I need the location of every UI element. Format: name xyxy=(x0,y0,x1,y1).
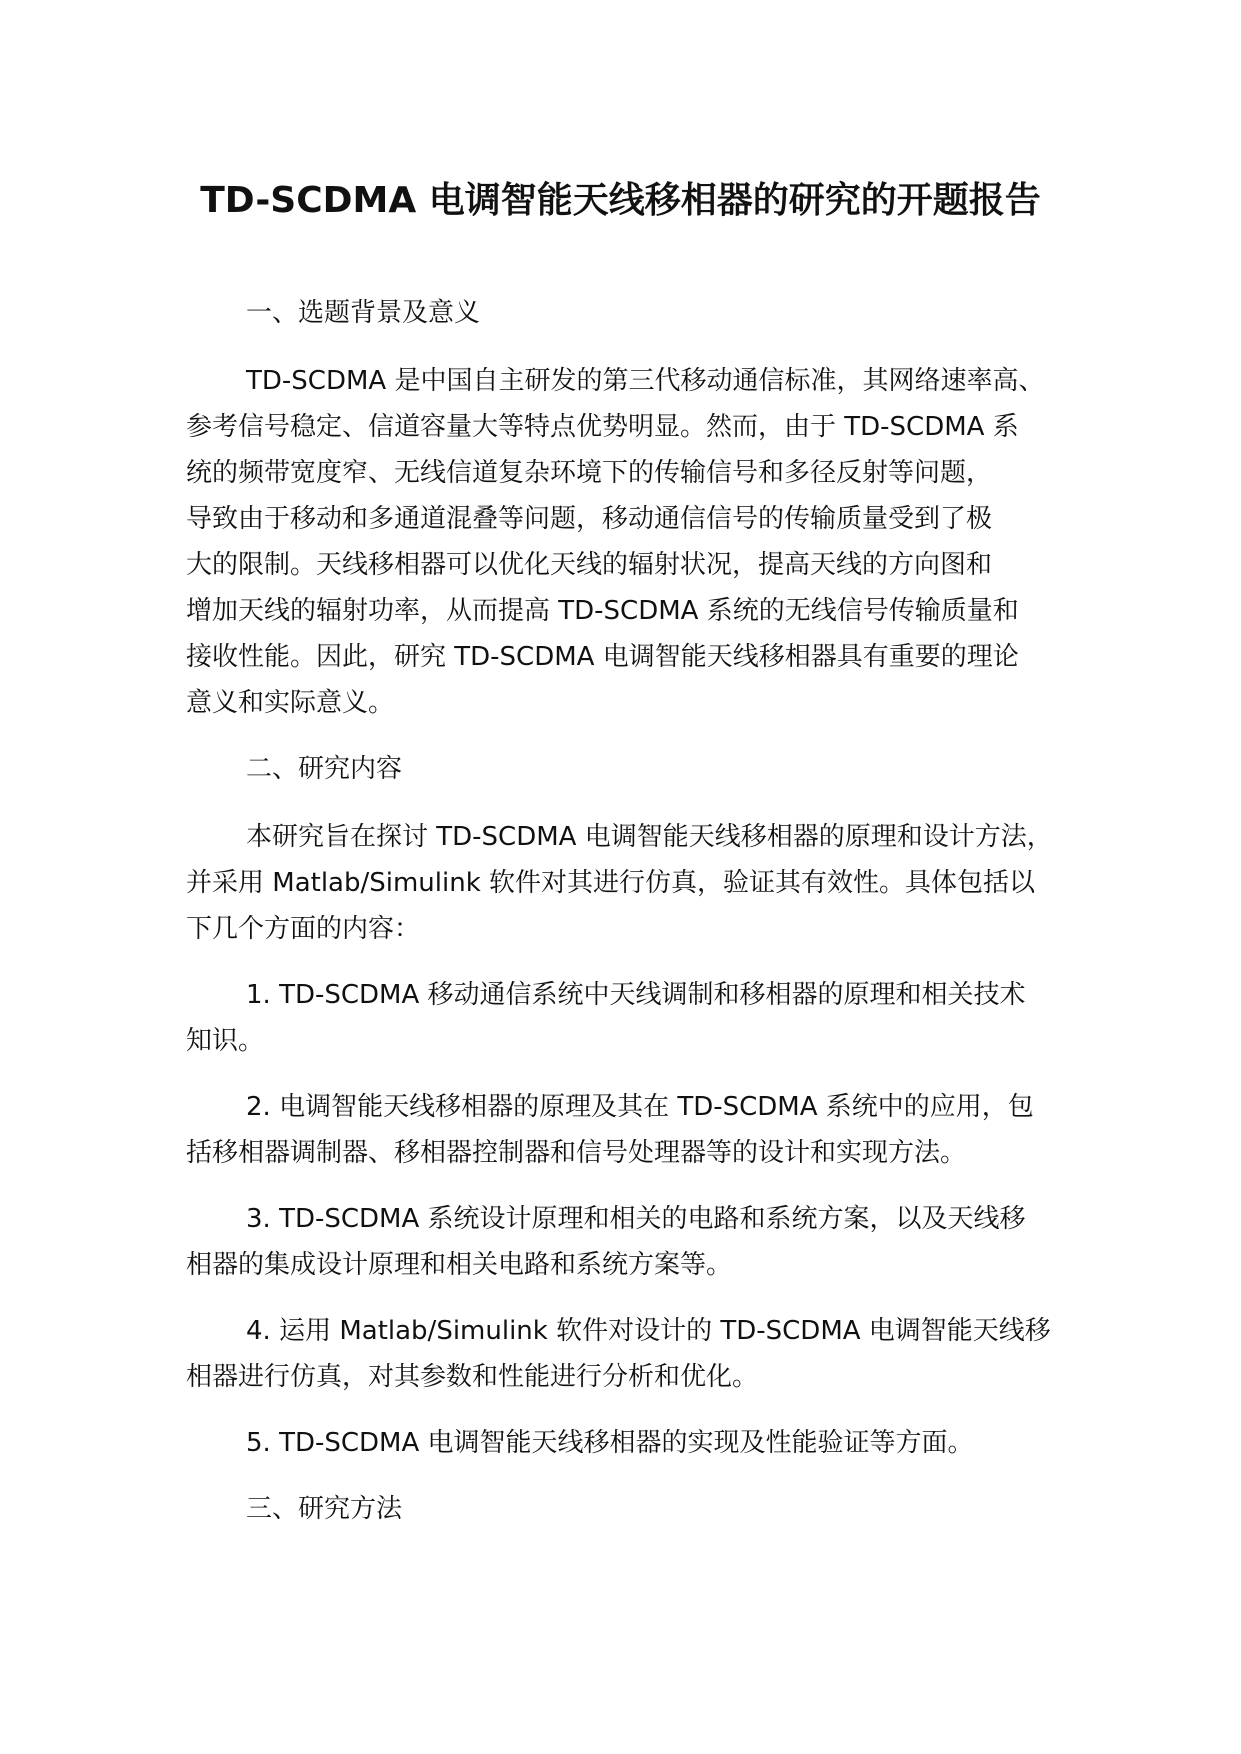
list-item-line: 1. TD-SCDMA 移动通信系统中天线调制和移相器的原理和相关技术 xyxy=(246,980,1026,1010)
list-item xyxy=(186,1308,1086,1400)
document-body xyxy=(186,290,1086,1554)
list-item-line: 3. TD-SCDMA 系统设计原理和相关的电路和系统方案，以及天线移 xyxy=(246,1204,1026,1234)
background-paragraph xyxy=(186,358,1086,726)
list-item xyxy=(186,1196,1086,1288)
section-heading-research-method: 三、研究方法 xyxy=(246,1494,403,1524)
list-item xyxy=(186,1420,1086,1466)
paragraph-line: 并采用 Matlab/Simulink 软件对其进行仿真，验证其有效性。具体包括以 xyxy=(186,868,1036,898)
paragraph-line: 增加天线的辐射功率，从而提高 TD-SCDMA 系统的无线信号传输质量和 xyxy=(186,596,1019,626)
list-item-line: 5. TD-SCDMA 电调智能天线移相器的实现及性能验证等方面。 xyxy=(246,1428,974,1458)
paragraph-line: TD-SCDMA 是中国自主研发的第三代移动通信标准，其网络速率高、 xyxy=(246,366,1045,396)
list-item xyxy=(186,1084,1086,1176)
paragraph-line: 意义和实际意义。 xyxy=(186,688,395,718)
document-title: TD-SCDMA 电调智能天线移相器的研究的开题报告 xyxy=(200,180,1041,221)
list-item-line: 2. 电调智能天线移相器的原理及其在 TD-SCDMA 系统中的应用，包 xyxy=(246,1092,1034,1122)
list-item-line: 相器进行仿真，对其参数和性能进行分析和优化。 xyxy=(186,1362,759,1392)
research-intro-paragraph xyxy=(186,814,1086,952)
list-item-line: 4. 运用 Matlab/Simulink 软件对设计的 TD-SCDMA 电调智能天线移 xyxy=(246,1316,1051,1346)
list-item xyxy=(186,972,1086,1064)
paragraph-line: 大的限制。天线移相器可以优化天线的辐射状况，提高天线的方向图和 xyxy=(186,550,993,580)
list-item-line: 相器的集成设计原理和相关电路和系统方案等。 xyxy=(186,1250,733,1280)
paragraph-line: 接收性能。因此，研究 TD-SCDMA 电调智能天线移相器具有重要的理论 xyxy=(186,642,1019,672)
list-item-line: 括移相器调制器、移相器控制器和信号处理器等的设计和实现方法。 xyxy=(186,1138,967,1168)
paragraph-line: 统的频带宽度窄、无线信道复杂环境下的传输信号和多径反射等问题， xyxy=(186,458,993,488)
paragraph-line: 导致由于移动和多通道混叠等问题，移动通信信号的传输质量受到了极 xyxy=(186,504,993,534)
paragraph-line: 参考信号稳定、信道容量大等特点优势明显。然而，由于 TD-SCDMA 系 xyxy=(186,412,1019,442)
list-item-line: 知识。 xyxy=(186,1026,265,1056)
paragraph-line: 下几个方面的内容： xyxy=(186,914,421,944)
paragraph-line: 本研究旨在探讨 TD-SCDMA 电调智能天线移相器的原理和设计方法， xyxy=(246,822,1053,852)
section-heading-research-content: 二、研究内容 xyxy=(246,754,403,784)
section-heading-background: 一、选题背景及意义 xyxy=(246,298,481,328)
